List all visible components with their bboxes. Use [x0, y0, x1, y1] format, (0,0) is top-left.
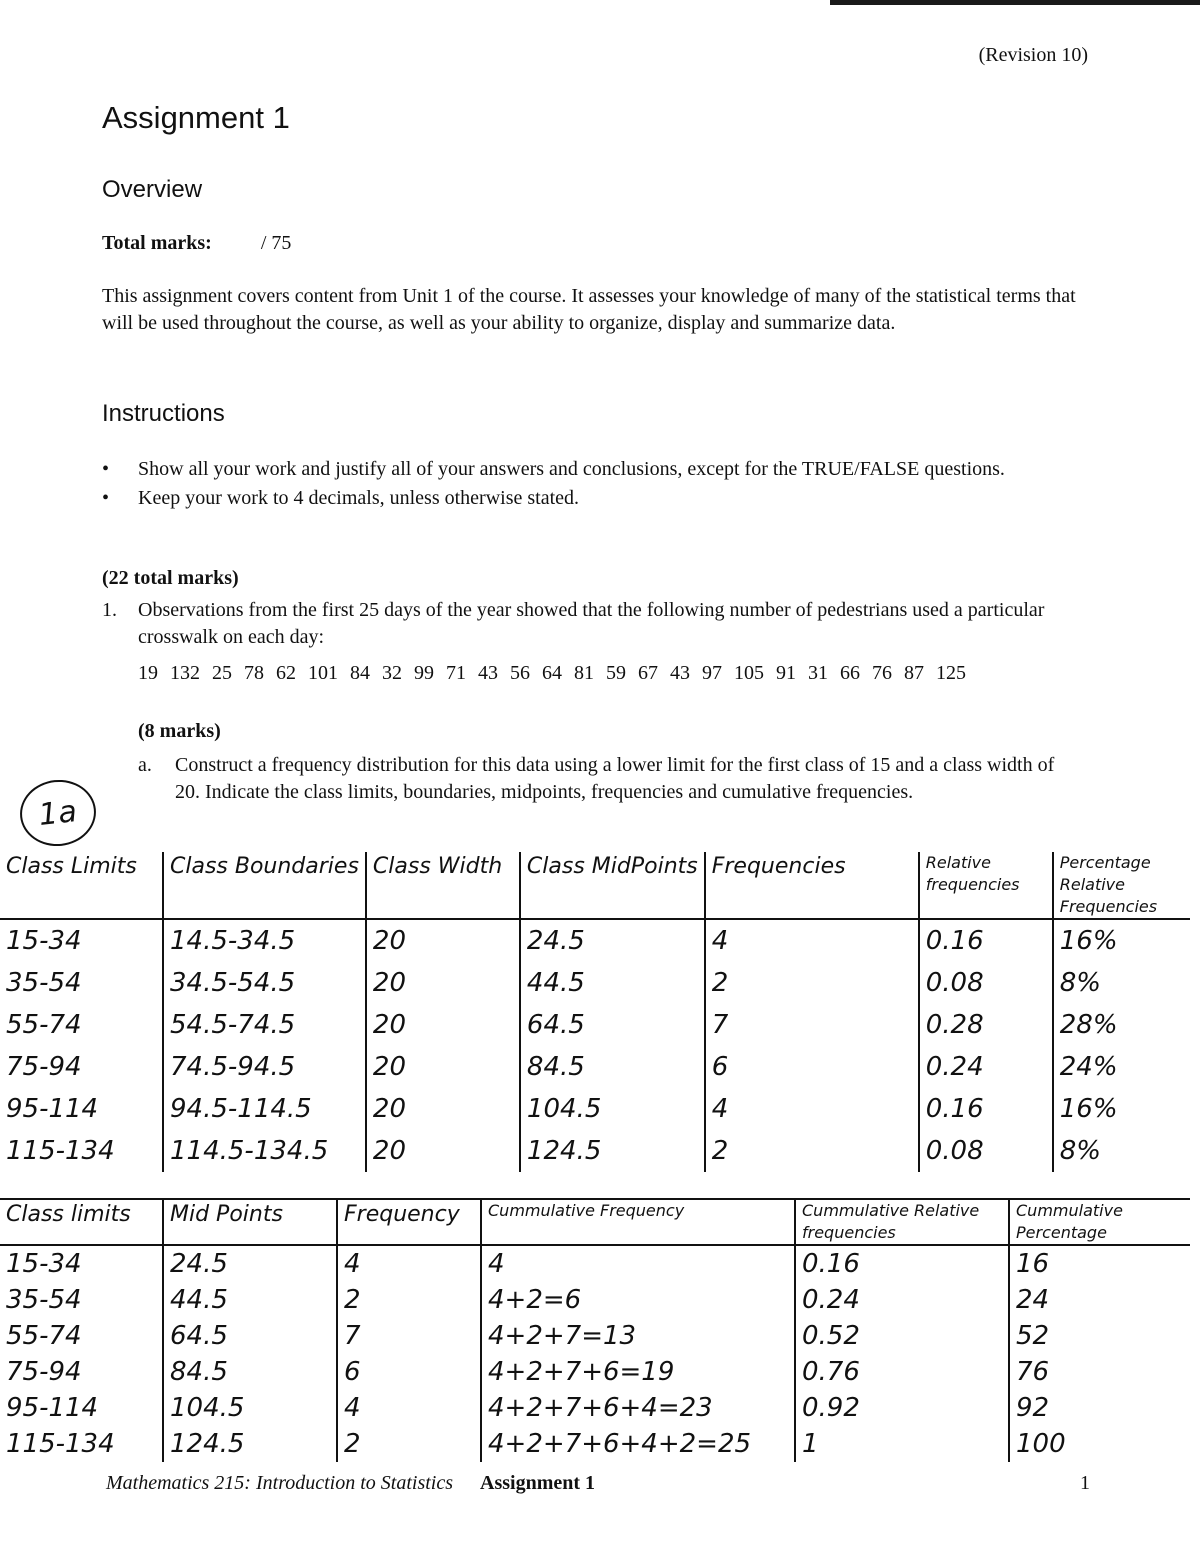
table-cell: 44.5	[163, 1282, 337, 1318]
column-header: Cummulative Relative frequencies	[795, 1199, 1009, 1245]
frequency-distribution-table	[0, 852, 1190, 1172]
total-marks-label: Total marks:	[102, 232, 212, 254]
part-marks: (8 marks)	[138, 720, 221, 742]
table-cell: 20	[366, 1046, 520, 1088]
table-cell: 0.16	[795, 1245, 1009, 1282]
overview-text: This assignment covers content from Unit 1 of the course. It assesses your knowledge of many of the statistical terms that will be used throughout the course, as well as your ability to organize, display and summarize data.	[102, 285, 1076, 334]
table-row	[0, 1426, 1190, 1462]
column-header: Class Boundaries	[163, 852, 366, 919]
scan-edge-line	[830, 0, 1200, 5]
table-cell: 4	[705, 919, 919, 962]
question-number-circle: 1a	[17, 776, 99, 850]
table-cell: 4+2=6	[481, 1282, 795, 1318]
table-row	[0, 1088, 1190, 1130]
column-header: Class Limits	[0, 852, 163, 919]
total-marks-value: / 75	[260, 232, 292, 254]
frequency-table-body	[0, 919, 1190, 1172]
table-cell: 44.5	[520, 962, 705, 1004]
table-cell: 0.24	[919, 1046, 1053, 1088]
page-number: 1	[1080, 1472, 1090, 1494]
table-cell: 55-74	[6, 1321, 82, 1351]
table-row	[0, 1354, 1190, 1390]
column-header: Frequency	[337, 1199, 481, 1245]
table-cell: 76	[1009, 1354, 1190, 1390]
table-cell: 0.16	[919, 1088, 1053, 1130]
table-cell: 15-34	[6, 1249, 82, 1279]
footer	[106, 1472, 595, 1495]
table-row	[0, 1130, 1190, 1172]
table-cell: 104.5	[520, 1088, 705, 1130]
table-cell: 16%	[1053, 1088, 1190, 1130]
table-cell: 0.08	[919, 1130, 1053, 1172]
table-cell: 115-134	[6, 1429, 115, 1459]
table-row	[0, 919, 1190, 962]
question-1-number: 1.	[102, 599, 117, 621]
table-cell: 4+2+7+6+4=23	[481, 1390, 795, 1426]
table-cell: 34.5-54.5	[163, 962, 366, 1004]
table-cell: 84.5	[163, 1354, 337, 1390]
part-a-letter: a.	[138, 754, 152, 776]
total-marks	[102, 230, 291, 257]
table-cell: 28%	[1053, 1004, 1190, 1046]
table-cell: 92	[1009, 1390, 1190, 1426]
table-cell: 6	[337, 1354, 481, 1390]
table-cell: 75-94	[6, 1052, 82, 1082]
table-cell: 0.08	[919, 962, 1053, 1004]
table-cell: 4	[705, 1088, 919, 1130]
table-cell: 124.5	[520, 1130, 705, 1172]
table-cell: 16	[1009, 1245, 1190, 1282]
table-row	[0, 1046, 1190, 1088]
table-cell: 0.76	[795, 1354, 1009, 1390]
column-header: Mid Points	[163, 1199, 337, 1245]
column-header: Class MidPoints	[520, 852, 705, 919]
table-cell: 74.5-94.5	[163, 1046, 366, 1088]
table-row	[0, 1318, 1190, 1354]
table-cell: 4	[337, 1245, 481, 1282]
table-cell: 2	[705, 962, 919, 1004]
footer-assignment: Assignment 1	[480, 1472, 596, 1494]
table-cell: 24	[1009, 1282, 1190, 1318]
instruction-item: • Show all your work and justify all of your answers and conclusions, except for the TRUE/FALSE questions.	[102, 456, 1092, 483]
table-cell: 75-94	[6, 1357, 82, 1387]
table-row	[0, 1004, 1190, 1046]
table-cell: 55-74	[6, 1010, 82, 1040]
column-header: Relative frequencies	[919, 852, 1053, 919]
table-row	[0, 1282, 1190, 1318]
column-header: Class limits	[0, 1199, 163, 1245]
table-cell: 7	[705, 1004, 919, 1046]
instructions-list	[102, 456, 1092, 514]
table-cell: 20	[366, 1130, 520, 1172]
table-cell: 4	[337, 1390, 481, 1426]
table-cell: 8%	[1053, 1130, 1190, 1172]
table-cell: 8%	[1053, 962, 1190, 1004]
footer-course: Mathematics 215: Introduction to Statistics	[106, 1472, 454, 1494]
column-header: Cummulative Percentage	[1009, 1199, 1190, 1245]
table-cell: 104.5	[163, 1390, 337, 1426]
table-cell: 24.5	[163, 1245, 337, 1282]
table-cell: 0.24	[795, 1282, 1009, 1318]
table-cell: 20	[366, 1004, 520, 1046]
observations-data: 19 132 25 78 62 101 84 32 99 71 43 56 64 81 59 67 43 97 105 91 31 66 76 87 125	[138, 662, 966, 684]
table-cell: 15-34	[6, 926, 82, 956]
column-header: Cummulative Frequency	[481, 1199, 795, 1245]
question-1-text: Observations from the first 25 days of the year showed that the following number of pedestrians used a particular crosswalk on each day:	[138, 599, 1045, 648]
column-header: Class Width	[366, 852, 520, 919]
table-cell: 2	[337, 1426, 481, 1462]
cumulative-frequency-table	[0, 1198, 1190, 1462]
table-cell: 0.16	[919, 919, 1053, 962]
table-cell: 4+2+7+6+4+2=25	[481, 1426, 795, 1462]
instruction-item: • Keep your work to 4 decimals, unless otherwise stated.	[102, 485, 1092, 512]
column-header: Percentage Relative Frequencies	[1053, 852, 1190, 919]
table-cell: 35-54	[6, 1285, 82, 1315]
table-cell: 2	[337, 1282, 481, 1318]
table-cell: 95-114	[6, 1094, 99, 1124]
table-row	[0, 1390, 1190, 1426]
table-cell: 2	[705, 1130, 919, 1172]
table-cell: 124.5	[163, 1426, 337, 1462]
table-row	[0, 962, 1190, 1004]
table-cell: 64.5	[520, 1004, 705, 1046]
table-cell: 6	[705, 1046, 919, 1088]
table-cell: 4+2+7+6=19	[481, 1354, 795, 1390]
table-cell: 16%	[1053, 919, 1190, 962]
table-cell: 94.5-114.5	[163, 1088, 366, 1130]
table-cell: 64.5	[163, 1318, 337, 1354]
table-cell: 20	[366, 962, 520, 1004]
table-cell: 95-114	[6, 1393, 99, 1423]
instructions-heading: Instructions	[102, 400, 225, 427]
cumulative-table-body	[0, 1245, 1190, 1462]
revision-label: (Revision 10)	[978, 44, 1088, 66]
table-cell: 114.5-134.5	[163, 1130, 366, 1172]
table-cell: 0.52	[795, 1318, 1009, 1354]
table-cell: 1	[795, 1426, 1009, 1462]
table-cell: 4	[481, 1245, 795, 1282]
table-cell: 52	[1009, 1318, 1190, 1354]
table-cell: 35-54	[6, 968, 82, 998]
page-title: Assignment 1	[102, 100, 290, 135]
table-cell: 7	[337, 1318, 481, 1354]
table-cell: 0.28	[919, 1004, 1053, 1046]
table-cell: 115-134	[6, 1136, 115, 1166]
column-header: Frequencies	[705, 852, 919, 919]
table-row	[0, 1245, 1190, 1282]
overview-heading: Overview	[102, 176, 203, 203]
table-cell: 0.92	[795, 1390, 1009, 1426]
table-cell: 54.5-74.5	[163, 1004, 366, 1046]
table-cell: 14.5-34.5	[163, 919, 366, 962]
table-cell: 20	[366, 1088, 520, 1130]
table-cell: 4+2+7=13	[481, 1318, 795, 1354]
table-cell: 84.5	[520, 1046, 705, 1088]
table-cell: 24.5	[520, 919, 705, 962]
section-marks: (22 total marks)	[102, 567, 239, 589]
table-cell: 100	[1009, 1426, 1190, 1462]
table-cell: 20	[366, 919, 520, 962]
part-a-text: Construct a frequency distribution for this data using a lower limit for the first class of 15 and a class width of 20. Indicate the class limits, boundaries, midpoints, frequencies and cumulative frequencies.	[175, 754, 1055, 803]
table-cell: 24%	[1053, 1046, 1190, 1088]
